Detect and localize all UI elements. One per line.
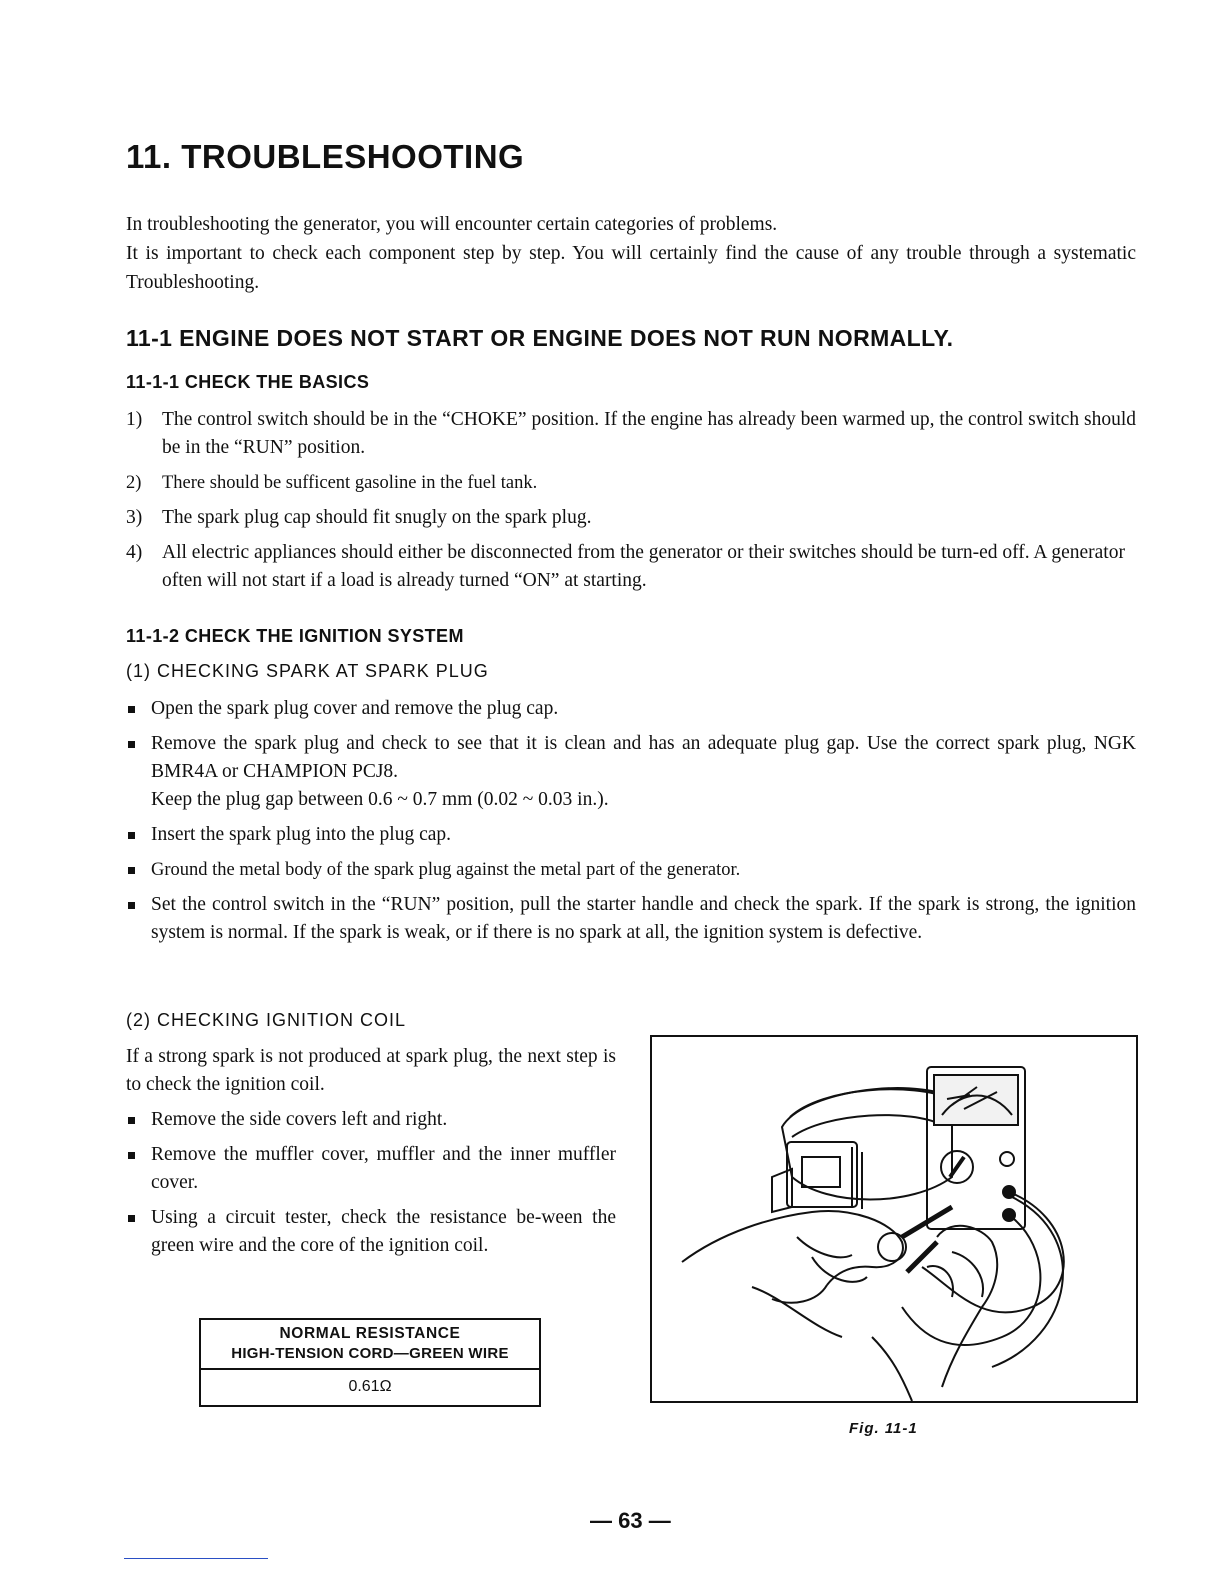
figure-caption: Fig. 11-1 [849, 1420, 918, 1437]
list-text: Remove the spark plug and check to see that it is clean and has an adequate plug gap. Use the correct spark plug, NGK BMR4A or CHAMPION PCJ8. [151, 733, 1136, 782]
resistance-header-line-1: NORMAL RESISTANCE [279, 1325, 461, 1342]
list-text: Insert the spark plug into the plug cap. [151, 824, 452, 845]
list-text: Remove the muffler cover, muffler and the inner muffler cover. [151, 1144, 616, 1193]
bullet-icon [128, 867, 135, 874]
list-item [126, 821, 1136, 849]
list-text: The spark plug cap should fit snugly on the spark plug. [162, 507, 592, 528]
basics-checklist [126, 406, 1136, 602]
list-item [126, 1204, 616, 1260]
section-heading-11-1: 11-1 ENGINE DOES NOT START OR ENGINE DOES NOT RUN NORMALLY. [126, 325, 954, 351]
list-number: 3) [126, 507, 143, 528]
ignition-coil-intro: If a strong spark is not produced at spark plug, the next step is to check the ignition coil. [126, 1046, 616, 1095]
list-text: There should be sufficent gasoline in the fuel tank. [162, 473, 538, 493]
page-title: 11. TROUBLESHOOTING [126, 138, 525, 175]
ignition-coil-section [126, 1043, 616, 1267]
list-text: Remove the side covers left and right. [151, 1109, 448, 1130]
subsection-heading-11-1-2: 11-1-2 CHECK THE IGNITION SYSTEM [126, 626, 464, 646]
spark-check-steps [126, 695, 1136, 954]
list-item [126, 856, 1136, 884]
list-text: Open the spark plug cover and remove the plug cap. [151, 698, 559, 719]
tester-illustration [652, 1037, 1136, 1401]
list-item [126, 406, 1136, 462]
bullet-icon [128, 706, 135, 713]
part-heading-ignition-coil: (2) CHECKING IGNITION COIL [126, 1010, 407, 1030]
subsection-heading-11-1-1: 11-1-1 CHECK THE BASICS [126, 372, 370, 392]
bullet-icon [128, 1117, 135, 1124]
list-number: 1) [126, 409, 143, 430]
housing-rim [792, 1115, 942, 1137]
intro-paragraph [126, 210, 1136, 297]
right-hand [937, 1226, 997, 1387]
ignition-coil-steps [126, 1106, 616, 1260]
list-text: Using a circuit tester, check the resistance be-ween the green wire and the core of the ignition coil. [151, 1207, 616, 1256]
list-text: Ground the metal body of the spark plug against the metal part of the generator. [151, 860, 741, 880]
bullet-icon [128, 902, 135, 909]
left-hand [682, 1211, 903, 1285]
list-text: The control switch should be in the “CHOKE” position. If the engine has already been warmed up, the control switch should be in the “RUN” position. [162, 409, 1136, 458]
list-item [126, 469, 1136, 497]
bullet-icon [128, 832, 135, 839]
resistance-table-header [201, 1320, 539, 1370]
list-number: 2) [126, 473, 142, 493]
page-number: — 63 — [590, 1508, 671, 1533]
list-item [126, 695, 1136, 723]
intro-line-1: In troubleshooting the generator, you will encounter certain categories of problems. [126, 214, 778, 235]
list-text: Set the control switch in the “RUN” position, pull the starter handle and check the spark. If the spark is strong, the ignition system is normal. If the spark is weak, or if there is no spark at all, the ignition system is defective. [151, 894, 1136, 943]
resistance-value: 0.61Ω [348, 1378, 392, 1395]
footnote-rule [124, 1558, 268, 1559]
figure-ignition-coil-test [650, 1035, 1138, 1403]
list-item [126, 504, 1136, 532]
bullet-icon [128, 1215, 135, 1222]
list-number: 4) [126, 542, 143, 563]
meter-display [934, 1075, 1018, 1125]
part-heading-checking-spark: (1) CHECKING SPARK AT SPARK PLUG [126, 661, 489, 681]
plug-gap-note: Keep the plug gap between 0.6 ~ 0.7 mm (0.02 ~ 0.03 in.). [151, 789, 609, 810]
list-item [126, 1106, 616, 1134]
list-text: All electric appliances should either be disconnected from the generator or their switches should be turn-ed off. A generator often will not start if a load is already turned “ON” at starting. [162, 542, 1125, 591]
bullet-icon [128, 741, 135, 748]
intro-line-2: It is important to check each component step by step. You will certainly find the cause of any trouble through a systematic Troubleshooting. [126, 243, 1136, 293]
list-item [126, 539, 1136, 595]
bullet-icon [128, 1152, 135, 1159]
resistance-table [199, 1318, 541, 1407]
probe-tip-left [878, 1233, 906, 1261]
list-item [126, 891, 1136, 947]
list-item [126, 730, 1136, 814]
list-item [126, 1141, 616, 1197]
resistance-header-line-2: HIGH-TENSION CORD—GREEN WIRE [231, 1345, 509, 1362]
